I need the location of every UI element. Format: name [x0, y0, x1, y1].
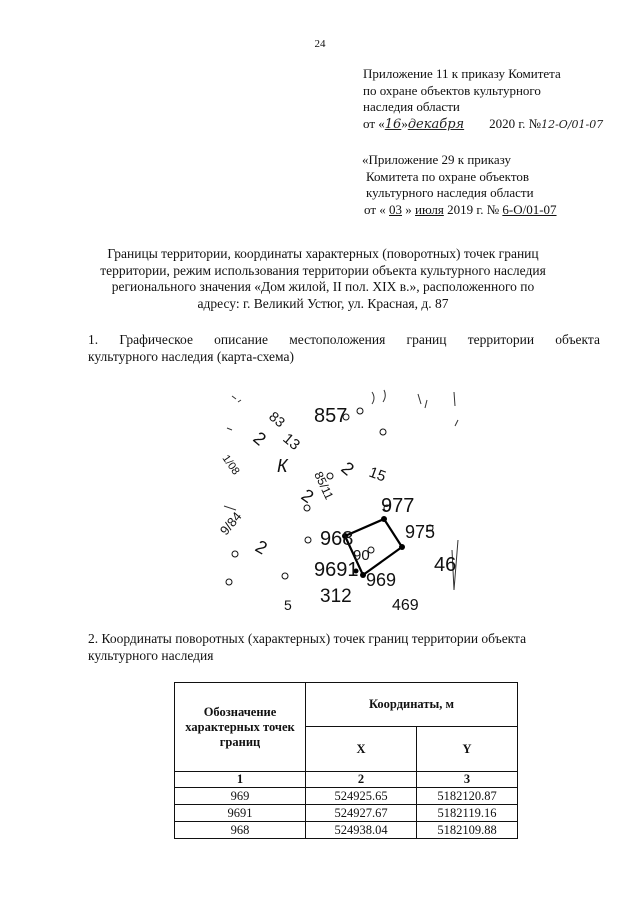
cell-x: 524925.65	[306, 788, 417, 805]
section2-heading-line2: культурного наследия	[88, 648, 214, 663]
label-k: К	[277, 456, 288, 476]
section2-heading	[88, 630, 598, 664]
label-90: 90	[353, 547, 370, 564]
annex-current-line1: Приложение 11 к приказу Комитета	[363, 66, 561, 81]
label-469: 469	[392, 597, 419, 614]
col-num-3: 3	[417, 772, 518, 788]
annex-current-header	[363, 66, 603, 133]
document-title	[78, 246, 568, 312]
label-9691: 9691	[314, 559, 359, 581]
order-number-handwritten: 12-О/01-07	[541, 117, 604, 131]
page-number: 24	[314, 38, 326, 50]
prev-date-year: 2019 г. №	[443, 201, 503, 217]
title-line3: регионального значения «Дом жилой, II пол. XIX в.», расположенного по	[111, 279, 535, 294]
annex-previous-line3: культурного наследия области	[366, 185, 534, 200]
cell-point: 968	[175, 822, 306, 839]
label-1-08: 1/08	[219, 452, 242, 478]
prev-date-day: 03	[389, 201, 403, 217]
cell-y: 5182120.87	[417, 788, 518, 805]
title-line4: адресу: г. Великий Устюг, ул. Красная, д. 87	[197, 295, 449, 311]
annex-previous-line1: «Приложение 29 к приказу	[362, 152, 512, 167]
annex-previous-line2: Комитета по охране объектов	[366, 168, 529, 184]
label-83: 83	[266, 408, 289, 431]
title-line2: территории, режим использования территории объекта культурного наследия	[100, 262, 546, 278]
annex-previous-header	[362, 152, 557, 218]
map-labels	[217, 405, 456, 614]
label-977: 977	[381, 495, 415, 517]
prev-date-prefix: от «	[364, 201, 390, 217]
col-num-2: 2	[306, 772, 417, 788]
prev-date-mid: »	[402, 201, 416, 217]
header-coordinates: Координаты, м	[306, 683, 518, 727]
prev-order-number: 6-О/01-07	[502, 201, 557, 217]
cell-x: 524927.67	[306, 805, 417, 822]
section2-heading-line1: 2. Координаты поворотных (характерных) точек границ территории объекта	[88, 631, 527, 646]
label-968: 968	[320, 528, 354, 550]
annex-previous-date	[362, 202, 557, 219]
annex-current-line2: по охране объектов культурного	[363, 82, 541, 98]
header-y: Y	[417, 727, 518, 772]
table-row	[175, 822, 518, 839]
label-857: 857	[314, 405, 348, 427]
territory-map-scheme	[216, 390, 462, 614]
label-2-top: 2	[249, 427, 270, 450]
table-row	[175, 788, 518, 805]
label-2-mid: 2	[337, 457, 358, 480]
title-line1: Границы территории, координаты характерных (поворотных) точек границ	[107, 246, 539, 261]
coordinates-table	[174, 682, 518, 839]
annex-current-line3: наследия области	[363, 99, 460, 114]
label-2-left: 2	[297, 484, 318, 508]
label-5: 5	[284, 597, 292, 613]
label-13: 13	[279, 430, 304, 454]
cell-y: 5182109.88	[417, 822, 518, 839]
label-9-84: 9/84	[216, 508, 245, 538]
date-day-handwritten: 16	[384, 116, 402, 132]
date-prefix: от «	[363, 115, 385, 131]
label-969: 969	[366, 570, 397, 590]
label-46: 46	[434, 554, 457, 576]
cell-point: 969	[175, 788, 306, 805]
cell-point: 9691	[175, 805, 306, 822]
date-month-handwritten: декабря	[407, 116, 465, 132]
annex-current-date	[363, 116, 603, 134]
label-15: 15	[366, 463, 389, 486]
label-85-11: 85/11	[311, 469, 337, 502]
label-2-low: 2	[252, 536, 271, 559]
prev-date-month: июля	[415, 201, 444, 217]
date-year: 2020 г. №	[485, 115, 542, 131]
col-num-1: 1	[175, 772, 306, 788]
table-row	[175, 805, 518, 822]
cell-y: 5182119.16	[417, 805, 518, 822]
cell-x: 524938.04	[306, 822, 417, 839]
date-mid: »	[401, 115, 408, 131]
section1-heading-line2: культурного наследия (карта-схема)	[88, 349, 294, 364]
label-975: 975	[405, 522, 436, 542]
section1-heading-line1: 1. Графическое описание местоположения границ территории объекта	[88, 332, 600, 347]
label-312: 312	[320, 586, 352, 607]
header-x: X	[306, 727, 417, 772]
header-point-designation: Обозначение характерных точек границ	[175, 683, 306, 772]
